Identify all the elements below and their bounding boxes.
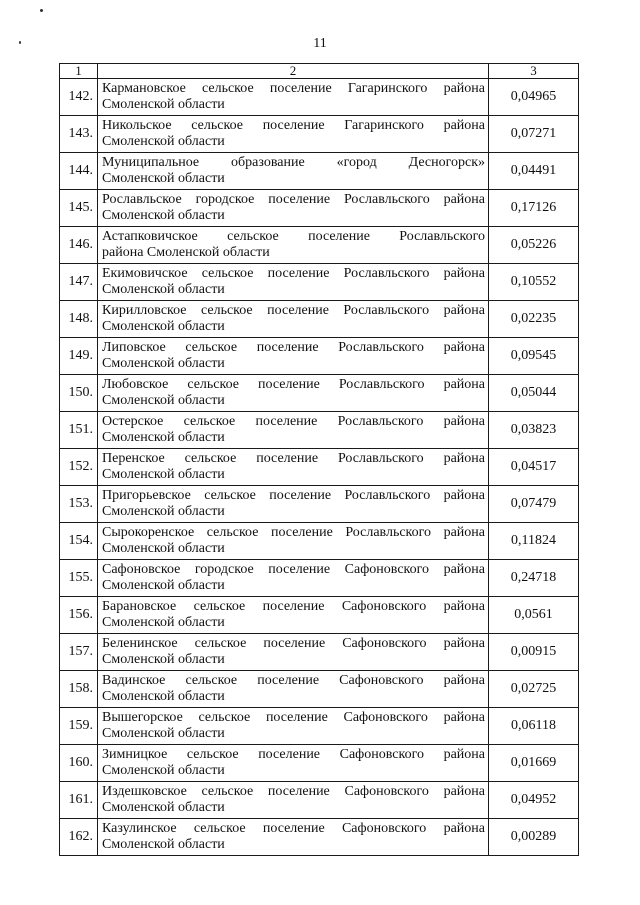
row-number: 150.	[60, 375, 98, 412]
municipality-name-line-1: Вышегорское сельское поселение Сафоновского района	[102, 710, 485, 725]
table-body	[60, 79, 579, 856]
municipality-name-line-1: Кирилловское сельское поселение Рославльского района	[102, 303, 485, 318]
municipality-name-line-2: Смоленской области	[102, 467, 225, 482]
municipality-name-line-1: Муниципальное образование «город Десногорск»	[102, 155, 485, 170]
table-row	[60, 449, 579, 486]
coefficient-value: 0,0561	[489, 597, 579, 634]
municipality-name-line-2: Смоленской области	[102, 393, 225, 408]
municipality-name-line-2: Смоленской области	[102, 208, 225, 223]
municipality-name-line-2: Смоленской области	[102, 578, 225, 593]
coefficient-value: 0,03823	[489, 412, 579, 449]
municipality-name-line-1: Липовское сельское поселение Рославльского района	[102, 340, 485, 355]
row-number: 142.	[60, 79, 98, 116]
municipality-name-line-2: Смоленской области	[102, 171, 225, 186]
municipality-name-line-2: Смоленской области	[102, 430, 225, 445]
municipality-name-line-1: Остерское сельское поселение Рославльского района	[102, 414, 485, 429]
municipality-name-line-2: Смоленской области	[102, 615, 225, 630]
table-row	[60, 227, 579, 264]
municipality-name	[98, 412, 489, 449]
coefficient-value: 0,24718	[489, 560, 579, 597]
table-row	[60, 745, 579, 782]
column-header-2: 2	[98, 64, 489, 79]
municipality-name	[98, 745, 489, 782]
coefficient-value: 0,00289	[489, 819, 579, 856]
municipality-name-line-1: Рославльское городское поселение Рославльского района	[102, 192, 485, 207]
page-number: 11	[313, 36, 327, 51]
coefficient-value: 0,00915	[489, 634, 579, 671]
municipality-name-line-2: Смоленской области	[102, 356, 225, 371]
municipality-name-line-1: Екимовичское сельское поселение Рославльского района	[102, 266, 485, 281]
coefficient-value: 0,05044	[489, 375, 579, 412]
municipality-name	[98, 782, 489, 819]
coefficient-value: 0,02235	[489, 301, 579, 338]
coefficient-value: 0,04952	[489, 782, 579, 819]
municipality-name-line-1: Вадинское сельское поселение Сафоновского района	[102, 673, 485, 688]
municipality-name-line-1: Кармановское сельское поселение Гагаринского района	[102, 81, 485, 96]
municipality-name-line-1: Астапковичское сельское поселение Рославльского	[102, 229, 485, 244]
row-number: 152.	[60, 449, 98, 486]
municipality-name	[98, 375, 489, 412]
municipality-name-line-2: Смоленской области	[102, 541, 225, 556]
coefficient-value: 0,10552	[489, 264, 579, 301]
coefficient-value: 0,01669	[489, 745, 579, 782]
municipality-name-line-1: Пригорьевское сельское поселение Рославльского района	[102, 488, 485, 503]
column-header-1: 1	[60, 64, 98, 79]
municipality-name	[98, 634, 489, 671]
row-number: 162.	[60, 819, 98, 856]
coefficient-value: 0,02725	[489, 671, 579, 708]
municipality-name-line-1: Беленинское сельское поселение Сафоновского района	[102, 636, 485, 651]
municipality-name-line-2: Смоленской области	[102, 97, 225, 112]
municipality-name	[98, 301, 489, 338]
row-number: 149.	[60, 338, 98, 375]
municipality-name-line-2: района Смоленской области	[102, 245, 270, 260]
municipality-name	[98, 486, 489, 523]
municipality-name-line-2: Смоленской области	[102, 800, 225, 815]
municipality-name-line-2: Смоленской области	[102, 689, 225, 704]
municipality-name	[98, 560, 489, 597]
coefficient-value: 0,04517	[489, 449, 579, 486]
table-row	[60, 375, 579, 412]
municipality-name-line-2: Смоленской области	[102, 504, 225, 519]
table-row	[60, 819, 579, 856]
coefficient-value: 0,09545	[489, 338, 579, 375]
coefficient-value: 0,07479	[489, 486, 579, 523]
row-number: 148.	[60, 301, 98, 338]
table-row	[60, 190, 579, 227]
row-number: 157.	[60, 634, 98, 671]
municipality-name	[98, 449, 489, 486]
scan-speck	[40, 9, 43, 12]
coefficient-value: 0,17126	[489, 190, 579, 227]
municipality-name-line-2: Смоленской области	[102, 319, 225, 334]
coefficient-value: 0,07271	[489, 116, 579, 153]
table-row	[60, 782, 579, 819]
row-number: 146.	[60, 227, 98, 264]
municipality-name-line-2: Смоленской области	[102, 282, 225, 297]
municipality-name-line-1: Зимницкое сельское поселение Сафоновского района	[102, 747, 485, 762]
table-row	[60, 634, 579, 671]
municipality-name-line-2: Смоленской области	[102, 726, 225, 741]
row-number: 147.	[60, 264, 98, 301]
municipality-name-line-1: Барановское сельское поселение Сафоновского района	[102, 599, 485, 614]
coefficient-value: 0,05226	[489, 227, 579, 264]
coefficient-value: 0,04491	[489, 153, 579, 190]
coefficient-value: 0,04965	[489, 79, 579, 116]
table-row	[60, 116, 579, 153]
municipality-name-line-1: Казулинское сельское поселение Сафоновского района	[102, 821, 485, 836]
municipality-name	[98, 116, 489, 153]
municipality-name-line-1: Перенское сельское поселение Рославльского района	[102, 451, 485, 466]
municipality-name	[98, 79, 489, 116]
municipality-name	[98, 264, 489, 301]
table-row	[60, 412, 579, 449]
table-row	[60, 153, 579, 190]
municipality-name-line-1: Любовское сельское поселение Рославльского района	[102, 377, 485, 392]
column-number-row	[60, 64, 579, 79]
municipality-name-line-2: Смоленской области	[102, 837, 225, 852]
municipality-name	[98, 819, 489, 856]
municipality-name-line-1: Сафоновское городское поселение Сафоновского района	[102, 562, 485, 577]
municipality-name	[98, 190, 489, 227]
coefficient-value: 0,06118	[489, 708, 579, 745]
row-number: 158.	[60, 671, 98, 708]
municipality-name	[98, 671, 489, 708]
municipality-name-line-1: Никольское сельское поселение Гагаринского района	[102, 118, 485, 133]
row-number: 154.	[60, 523, 98, 560]
municipality-name-line-2: Смоленской области	[102, 652, 225, 667]
municipality-name	[98, 597, 489, 634]
row-number: 151.	[60, 412, 98, 449]
row-number: 153.	[60, 486, 98, 523]
coefficient-value: 0,11824	[489, 523, 579, 560]
row-number: 159.	[60, 708, 98, 745]
municipality-name-line-2: Смоленской области	[102, 763, 225, 778]
table-row	[60, 671, 579, 708]
row-number: 145.	[60, 190, 98, 227]
table-row	[60, 597, 579, 634]
municipality-name	[98, 227, 489, 264]
table-row	[60, 301, 579, 338]
table-row	[60, 264, 579, 301]
allocation-table	[59, 63, 579, 856]
municipality-name	[98, 153, 489, 190]
municipality-name-line-2: Смоленской области	[102, 134, 225, 149]
column-header-3: 3	[489, 64, 579, 79]
table-row	[60, 560, 579, 597]
table-row	[60, 523, 579, 560]
row-number: 144.	[60, 153, 98, 190]
table-row	[60, 486, 579, 523]
municipality-name-line-1: Сырокоренское сельское поселение Рославльского района	[102, 525, 485, 540]
row-number: 160.	[60, 745, 98, 782]
table-row	[60, 708, 579, 745]
table-row	[60, 79, 579, 116]
row-number: 156.	[60, 597, 98, 634]
row-number: 161.	[60, 782, 98, 819]
municipality-name	[98, 708, 489, 745]
municipality-name-line-1: Издешковское сельское поселение Сафоновского района	[102, 784, 485, 799]
row-number: 143.	[60, 116, 98, 153]
municipality-name	[98, 523, 489, 560]
row-number: 155.	[60, 560, 98, 597]
table-row	[60, 338, 579, 375]
municipality-name	[98, 338, 489, 375]
